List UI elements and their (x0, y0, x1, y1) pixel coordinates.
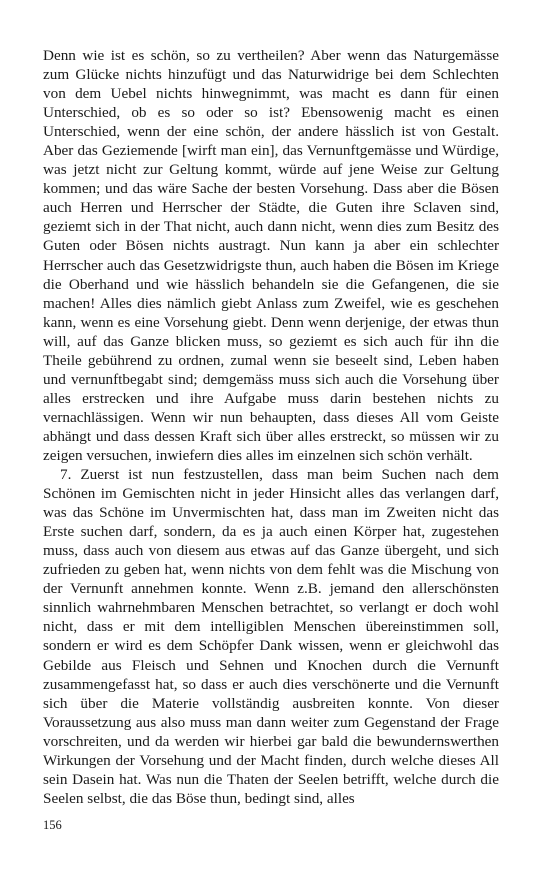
page-number: 156 (43, 818, 62, 832)
body-text (43, 46, 499, 808)
paragraph-2: 7. Zuerst ist nun festzustellen, dass man beim Suchen nach dem Schönen im Gemischten nicht in jeder Hinsicht alles das verlangen darf, was das Schöne im Unvermischten hat, dass man im Zweiten nicht das Erste suchen darf, sondern, da es ja auch einen Körper hat, zugestehen muss, dass auch von diesem aus etwas auf das Ganze übergeht, und sich zufrieden zu geben hat, wenn nichts von dem fehlt was die Mischung von der Vernunft annehmen konnte. Wenn z.B. jemand den allerschönsten sinnlich wahrnehmbaren Menschen betrachtet, so verlangt er doch wohl nicht, dass er mit dem intelligiblen Menschen übereinstimmen soll, sondern er wird es dem Schöpfer Dank wissen, wenn er gleichwohl das Gebilde aus Fleisch und Sehnen und Knochen durch die Vernunft zusammengefasst hat, so dass er auch dies verschönerte und die Vernunft sich über die Materie vollständig ausbreiten konnte. Von dieser Voraussetzung aus also muss man dann weiter zum Gegenstand der Frage vorschreiten, und da werden wir hierbei gar bald die bewundernswerthen Wirkungen der Vorsehung und der Macht finden, durch welche dieses All sein Dasein hat. Was nun die Thaten der Seelen betrifft, welche durch die Seelen selbst, die das Böse thun, bedingt sind, alles (43, 466, 499, 807)
paragraph-1: Denn wie ist es schön, so zu vertheilen? Aber wenn das Naturgemässe zum Glücke nichts hinzufügt und das Naturwidrige bei dem Schlechten von dem Uebel nichts hinwegnimmt, was macht es dann für einen Unterschied, ob es so oder so ist? Ebensowenig macht es einen Unterschied, wenn der eine schön, der andere hässlich ist von Gestalt. Aber das Geziemende [wirft man ein], das Vernunftgemässe und Würdige, was jetzt nicht zur Geltung kommt, würde auf jene Weise zur Geltung kommen; und das wäre Sache der besten Vorsehung. Dass aber die Bösen auch Herren und Herrscher der Städte, die Guten ihre Sclaven sind, geziemt sich in der That nicht, auch dann nicht, wenn dies zum Besitz des Guten oder Bösen nichts austragt. Nun kann ja aber ein schlechter Herrscher auch das Gesetzwidrigste thun, auch haben die Bösen im Kriege die Oberhand und wie hässlich behandeln sie die Gefangenen, die sie machen! Alles dies nämlich giebt Anlass zum Zweifel, wie es geschehen kann, wenn es eine Vorsehung giebt. Denn wenn derjenige, der etwas thun will, auf das Ganze blicken muss, so geziemt es sich auch für ihn die Theile gebührend zu ordnen, zumal wenn sie beseelt sind, Leben haben und vernunftbegabt sind; demgemäss muss sich auch die Vorsehung über alles erstrecken und ihre Aufgabe muss darin bestehen nichts zu vernachlässigen. Wenn wir nun behaupten, dass dieses All vom Geiste abhängt und dass dessen Kraft sich über alles erstreckt, so müssen wir zu zeigen versuchen, inwiefern dies alles im einzelnen sich schön verhält. (43, 47, 499, 464)
